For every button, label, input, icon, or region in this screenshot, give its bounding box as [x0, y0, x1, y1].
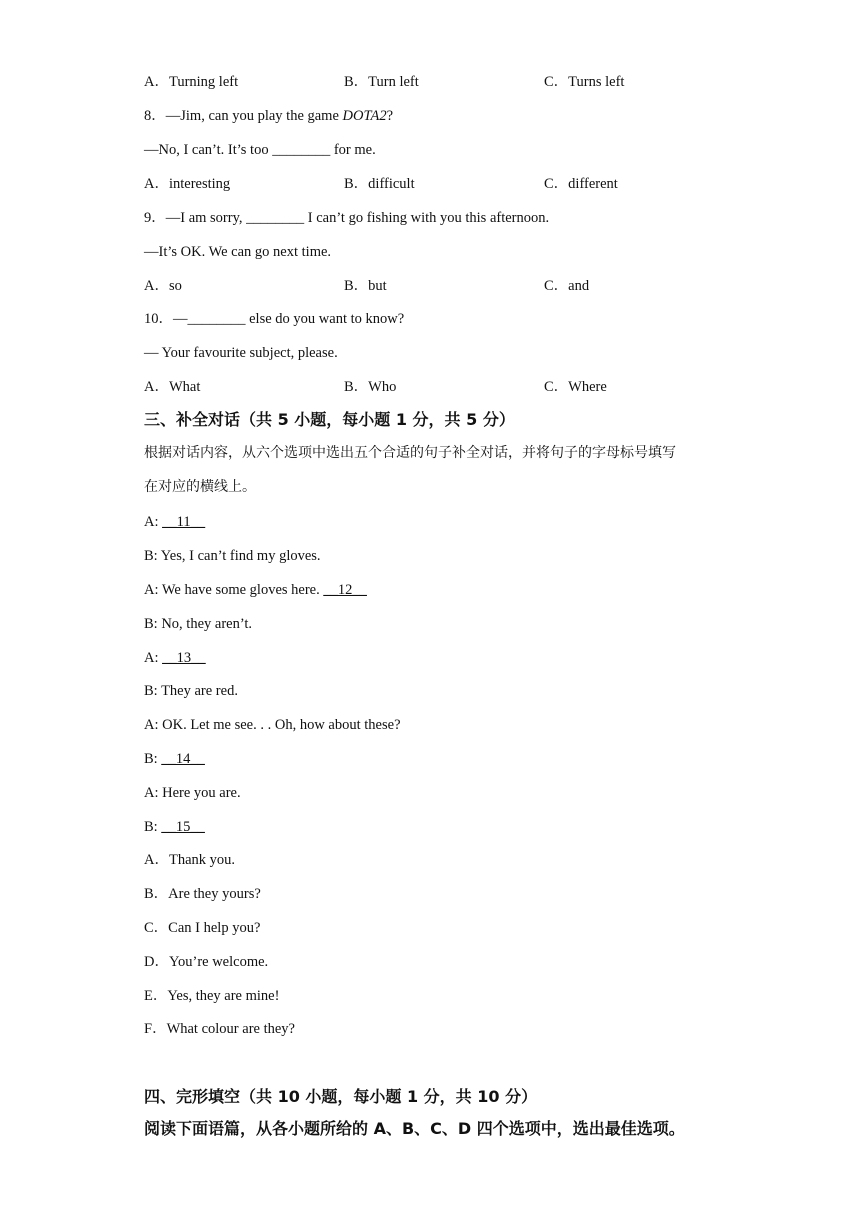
q10-reply: — Your favourite subject, please. — [144, 345, 338, 361]
q8-reply: —No, I can’t. It’s too ________ for me. — [144, 142, 376, 158]
dialogue-line: A: __13__ — [144, 650, 206, 666]
q10-option-b: B．Who — [344, 379, 397, 395]
section3-instruction-line2: 在对应的横线上。 — [144, 479, 256, 495]
dialogue-line: B: No, they aren’t. — [144, 616, 253, 632]
section3-option-a: A．Thank you. — [144, 852, 236, 868]
section3-option-e: E．Yes, they are mine! — [144, 988, 280, 1004]
section3-option-b: B．Are they yours? — [144, 886, 261, 902]
q8-option-c: C．different — [544, 176, 618, 192]
dialogue-line: B: __15__ — [144, 819, 205, 835]
blank-11: __11__ — [162, 514, 206, 530]
q7-option-b: B．Turn left — [344, 74, 419, 90]
dialogue-line: B: They are red. — [144, 683, 238, 699]
q7-option-a: A．Turning left — [144, 74, 239, 90]
dialogue-line: A: __11__ — [144, 514, 206, 530]
section4-title: 四、完形填空（共 10 小题，每小题 1 分，共 10 分） — [144, 1087, 538, 1106]
dialogue-line: A: We have some gloves here. __12__ — [144, 582, 367, 598]
q9-reply: —It’s OK. We can go next time. — [144, 244, 332, 260]
q7-option-c: C．Turns left — [544, 74, 625, 90]
q8-option-a: A．interesting — [144, 176, 231, 192]
section3-option-f: F．What colour are they? — [144, 1021, 295, 1037]
section3-instruction-line1: 根据对话内容，从六个选项中选出五个合适的句子补全对话，并将句子的字母标号填写 — [144, 445, 676, 461]
q9-stem: 9．—I am sorry, ________ I can’t go fishing with you this afternoon. — [144, 210, 550, 226]
q10-stem: 10．—________ else do you want to know? — [144, 311, 405, 327]
dialogue-line: B: __14__ — [144, 751, 205, 767]
q8-game-name: DOTA2 — [342, 108, 387, 124]
q10-option-a: A．What — [144, 379, 201, 395]
q8-option-b: B．difficult — [344, 176, 415, 192]
dialogue-line: B: Yes, I can’t find my gloves. — [144, 548, 321, 564]
section3-title: 三、补全对话（共 5 小题，每小题 1 分，共 5 分） — [144, 410, 515, 429]
dialogue-line: A: Here you are. — [144, 785, 241, 801]
q8-stem: 8．—Jim, can you play the game DOTA2? — [144, 108, 394, 124]
section4-instruction: 阅读下面语篇，从各小题所给的 A、B、C、D 四个选项中，选出最佳选项。 — [144, 1119, 685, 1138]
q10-option-c: C．Where — [544, 379, 607, 395]
blank-13: __13__ — [162, 650, 206, 666]
section3-option-c: C．Can I help you? — [144, 920, 261, 936]
section3-option-d: D．You’re welcome. — [144, 954, 269, 970]
q9-option-b: B．but — [344, 278, 387, 294]
dialogue-line: A: OK. Let me see. . . Oh, how about these? — [144, 717, 401, 733]
blank-12: __12__ — [323, 582, 367, 598]
blank-15: __15__ — [161, 819, 205, 835]
q9-option-a: A．so — [144, 278, 182, 294]
q9-option-c: C．and — [544, 278, 590, 294]
blank-14: __14__ — [161, 751, 205, 767]
